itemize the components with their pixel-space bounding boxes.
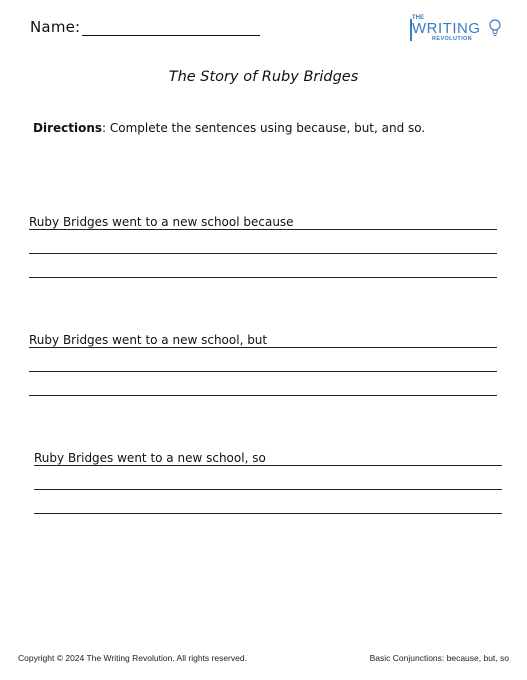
logo-sub: REVOLUTION (432, 36, 473, 42)
footer-copyright: Copyright © 2024 The Writing Revolution. All rights reserved. (18, 653, 247, 663)
name-label: Name: (30, 18, 81, 36)
prompt-row (29, 332, 497, 348)
prompt-text: Ruby Bridges went to a new school, so (34, 451, 266, 465)
directions-text: : Complete the sentences using because, but, and so. (102, 121, 426, 135)
prompt-text: Ruby Bridges went to a new school because (29, 215, 294, 229)
answer-line[interactable] (266, 451, 502, 466)
prompt-block-2 (29, 332, 497, 396)
prompt-row (34, 450, 502, 466)
directions (33, 121, 425, 135)
logo-main: WRITING (412, 20, 481, 37)
worksheet-title: The Story of Ruby Bridges (168, 69, 359, 85)
answer-line[interactable] (34, 488, 502, 490)
answer-line[interactable] (267, 333, 497, 348)
answer-line[interactable] (29, 394, 497, 396)
prompt-row (29, 214, 497, 230)
answer-line[interactable] (29, 276, 497, 278)
directions-label: Directions (33, 121, 103, 135)
prompt-block-1 (29, 214, 497, 278)
answer-line[interactable] (29, 370, 497, 372)
answer-line[interactable] (29, 252, 497, 254)
prompt-block-3 (34, 450, 502, 514)
answer-line[interactable] (294, 215, 497, 230)
writing-revolution-logo (410, 15, 502, 45)
prompt-text: Ruby Bridges went to a new school, but (29, 333, 268, 347)
logo-the: THE (412, 15, 424, 21)
name-blank-line (82, 19, 260, 36)
lightbulb-icon (489, 18, 501, 38)
answer-line[interactable] (34, 512, 502, 514)
footer-topic: Basic Conjunctions: because, but, so (369, 653, 509, 663)
name-field (30, 18, 260, 36)
